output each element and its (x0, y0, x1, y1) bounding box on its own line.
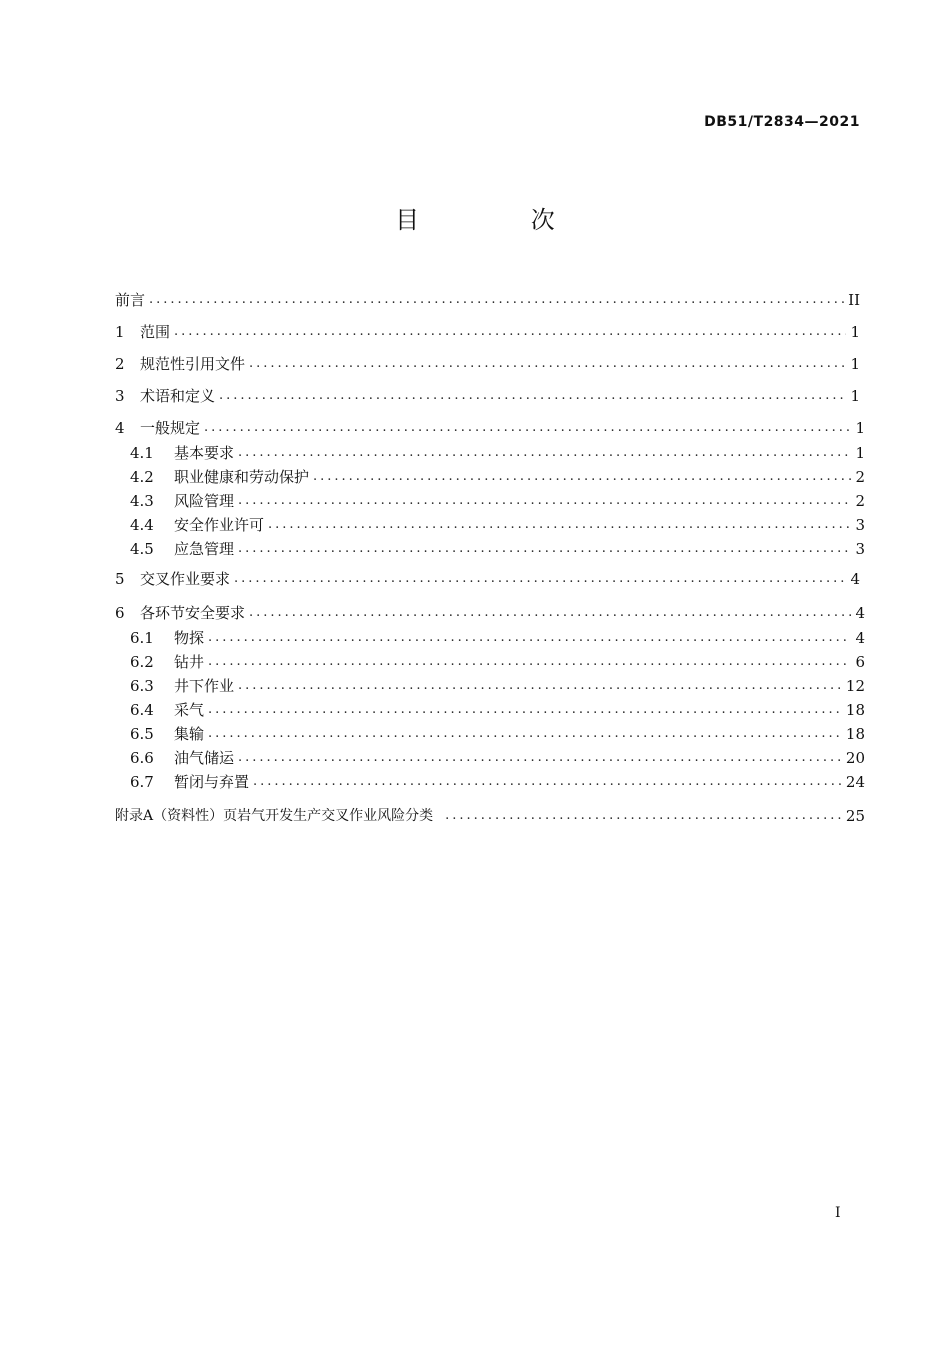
toc-entry-label: 风险管理 (174, 492, 235, 510)
toc-entry-number: 6.4 (130, 701, 154, 719)
page-title: 目 次 (395, 206, 607, 234)
toc-dot-leader (238, 491, 851, 511)
toc-dot-leader (238, 676, 842, 696)
toc-entry-page: 4 (855, 629, 865, 647)
toc-entry-appendix-a[interactable] (115, 806, 865, 826)
toc-dot-leader (238, 539, 851, 559)
toc-entry-number: 1 (115, 323, 125, 341)
toc-entry-6-3[interactable] (130, 676, 865, 696)
toc-entry-page: 1 (850, 387, 860, 405)
toc-entry-4-3[interactable] (130, 491, 865, 511)
toc-entry-label: 采气 (174, 701, 205, 719)
toc-entry-page: 1 (855, 419, 865, 437)
toc-entry-4-1[interactable] (130, 443, 865, 463)
toc-entry-preface[interactable] (115, 290, 860, 310)
toc-entry-page: 4 (855, 604, 865, 622)
toc-entry-6-1[interactable] (130, 628, 865, 648)
toc-dot-leader (238, 748, 842, 768)
toc-entry-page: 25 (845, 807, 865, 825)
toc-entry-number: 4.4 (130, 516, 154, 534)
toc-entry-label: 各环节安全要求 (140, 604, 246, 622)
toc-entry-page: 3 (855, 540, 865, 558)
toc-entry-label: 集输 (174, 725, 205, 743)
toc-entry-4-4[interactable] (130, 515, 865, 535)
toc-entry-6[interactable] (115, 603, 865, 623)
toc-entry-page: 1 (850, 355, 860, 373)
document-code: DB51/T2834—2021 (704, 114, 860, 130)
toc-entry-number: 6.6 (130, 749, 154, 767)
page-number: I (835, 1205, 841, 1221)
toc-entry-number: 4.5 (130, 540, 154, 558)
toc-entry-6-2[interactable] (130, 652, 865, 672)
toc-entry-page: 2 (855, 468, 865, 486)
toc-dot-leader (149, 290, 844, 310)
toc-entry-number: 5 (115, 570, 125, 588)
toc-dot-leader (313, 467, 851, 487)
toc-entry-5[interactable] (115, 569, 860, 589)
toc-entry-page: 2 (855, 492, 865, 510)
toc-entry-number: 6.2 (130, 653, 154, 671)
toc-entry-page: 12 (845, 677, 865, 695)
toc-entry-2[interactable] (115, 354, 860, 374)
toc-entry-number: 4.3 (130, 492, 154, 510)
toc-entry-label: 交叉作业要求 (140, 570, 231, 588)
toc-entry-6-6[interactable] (130, 748, 865, 768)
toc-entry-label: 范围 (140, 323, 171, 341)
toc-entry-label: 规范性引用文件 (140, 355, 246, 373)
toc-entry-number: 6.5 (130, 725, 154, 743)
toc-entry-label: 术语和定义 (140, 387, 216, 405)
toc-dot-leader (249, 354, 846, 374)
toc-entry-number: 6.3 (130, 677, 154, 695)
toc-entry-label: 一般规定 (140, 419, 201, 437)
toc-dot-leader (268, 515, 851, 535)
toc-entry-page: 24 (845, 773, 865, 791)
toc-entry-4[interactable] (115, 418, 865, 438)
toc-entry-page: 18 (845, 725, 865, 743)
toc-dot-leader (219, 386, 846, 406)
toc-entry-4-5[interactable] (130, 539, 865, 559)
toc-dot-leader (204, 418, 851, 438)
toc-entry-page: 4 (850, 570, 860, 588)
toc-entry-number: 4.1 (130, 444, 154, 462)
toc-dot-leader (249, 603, 851, 623)
toc-entry-page: 20 (845, 749, 865, 767)
toc-entry-label: 附录A（资料性）页岩气开发生产交叉作业风险分类 (115, 808, 434, 824)
toc-dot-leader (253, 772, 842, 792)
toc-entry-3[interactable] (115, 386, 860, 406)
toc-entry-number: 6 (115, 604, 125, 622)
toc-entry-number: 4.2 (130, 468, 154, 486)
toc-entry-4-2[interactable] (130, 467, 865, 487)
toc-entry-label: 暂闭与弃置 (174, 773, 250, 791)
toc-entry-6-5[interactable] (130, 724, 865, 744)
toc-entry-number: 2 (115, 355, 125, 373)
toc-entry-label: 油气储运 (174, 749, 235, 767)
toc-entry-label: 职业健康和劳动保护 (174, 468, 310, 486)
toc-entry-6-7[interactable] (130, 772, 865, 792)
toc-entry-page: 18 (845, 701, 865, 719)
toc-entry-label: 安全作业许可 (174, 516, 265, 534)
toc-dot-leader (238, 443, 851, 463)
toc-entry-page: 3 (855, 516, 865, 534)
toc-entry-number: 6.7 (130, 773, 154, 791)
toc-entry-label: 物探 (174, 629, 205, 647)
toc-entry-number: 3 (115, 387, 125, 405)
toc-entry-6-4[interactable] (130, 700, 865, 720)
toc-entry-label: 井下作业 (174, 677, 235, 695)
toc-dot-leader (208, 724, 842, 744)
toc-dot-leader (445, 806, 842, 826)
toc-entry-label: 基本要求 (174, 444, 235, 462)
toc-entry-page: 1 (850, 323, 860, 341)
toc-dot-leader (208, 700, 842, 720)
toc-entry-page: II (848, 291, 860, 309)
toc-entry-number: 6.1 (130, 629, 154, 647)
toc-dot-leader (174, 322, 846, 342)
toc-dot-leader (234, 569, 846, 589)
toc-entry-page: 6 (855, 653, 865, 671)
toc-dot-leader (208, 628, 851, 648)
toc-dot-leader (208, 652, 851, 672)
toc-entry-label: 钻井 (174, 653, 205, 671)
toc-entry-label: 应急管理 (174, 540, 235, 558)
toc-entry-label: 前言 (115, 291, 146, 309)
toc-entry-number: 4 (115, 419, 125, 437)
toc-entry-page: 1 (855, 444, 865, 462)
toc-entry-1[interactable] (115, 322, 860, 342)
